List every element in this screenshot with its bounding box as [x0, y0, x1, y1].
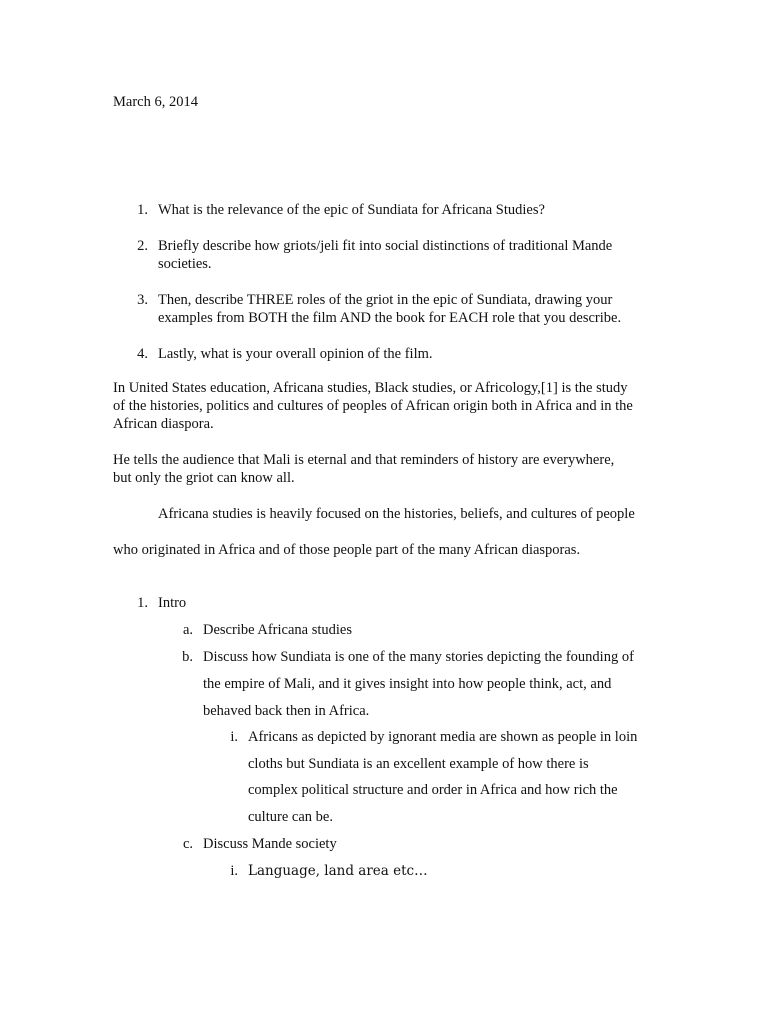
outline-number: i.	[230, 863, 238, 879]
outline-text: cloths but Sundiata is an excellent example of how there is	[248, 756, 589, 772]
question-text: Lastly, what is your overall opinion of the film.	[158, 346, 433, 362]
outline-text: Discuss Mande society	[203, 836, 337, 852]
outline-text: Discuss how Sundiata is one of the many stories depicting the founding of	[203, 649, 634, 665]
outline-number: b.	[182, 649, 193, 665]
outline-text: behaved back then in Africa.	[203, 703, 370, 719]
paragraph-line: but only the griot can know all.	[113, 470, 295, 486]
question-text: What is the relevance of the epic of Sundiata for Africana Studies?	[158, 202, 545, 218]
outline-text: complex political structure and order in Africa and how rich the	[248, 782, 618, 798]
paragraph-line: of the histories, politics and cultures of peoples of African origin both in Africa and in the	[113, 398, 633, 414]
document-date: March 6, 2014	[113, 94, 198, 110]
outline-number: i.	[230, 729, 238, 745]
outline-number: c.	[182, 836, 193, 852]
outline-number: 1.	[137, 595, 148, 611]
outline-text: the empire of Mali, and it gives insight into how people think, act, and	[203, 676, 612, 692]
outline-text: Describe Africana studies	[203, 622, 352, 638]
question-number: 1.	[137, 202, 148, 218]
outline-text: Intro	[158, 595, 187, 611]
question-number: 4.	[137, 346, 148, 362]
outline-text: Africans as depicted by ignorant media are shown as people in loin	[248, 729, 638, 745]
paragraph-line: who originated in Africa and of those people part of the many African diasporas.	[113, 542, 581, 558]
outline-number: a.	[182, 622, 193, 638]
question-text: Briefly describe how griots/jeli fit into social distinctions of traditional Mande	[158, 238, 613, 254]
outline-text: culture can be.	[248, 809, 333, 825]
question-text: Then, describe THREE roles of the griot in the epic of Sundiata, drawing your	[158, 292, 613, 308]
question-text: examples from BOTH the film AND the book for EACH role that you describe.	[158, 310, 622, 326]
outline-text: Language, land area etc…	[248, 863, 428, 879]
paragraph-line: Africana studies is heavily focused on the histories, beliefs, and cultures of people	[158, 506, 635, 522]
paragraph-line: He tells the audience that Mali is eternal and that reminders of history are everywhere,	[113, 452, 615, 468]
question-text: societies.	[158, 256, 212, 272]
question-number: 2.	[137, 238, 148, 254]
paragraph-line: In United States education, Africana studies, Black studies, or Africology,[1] is the study	[113, 380, 628, 396]
question-number: 3.	[137, 292, 148, 308]
paragraph-line: African diaspora.	[113, 416, 214, 432]
